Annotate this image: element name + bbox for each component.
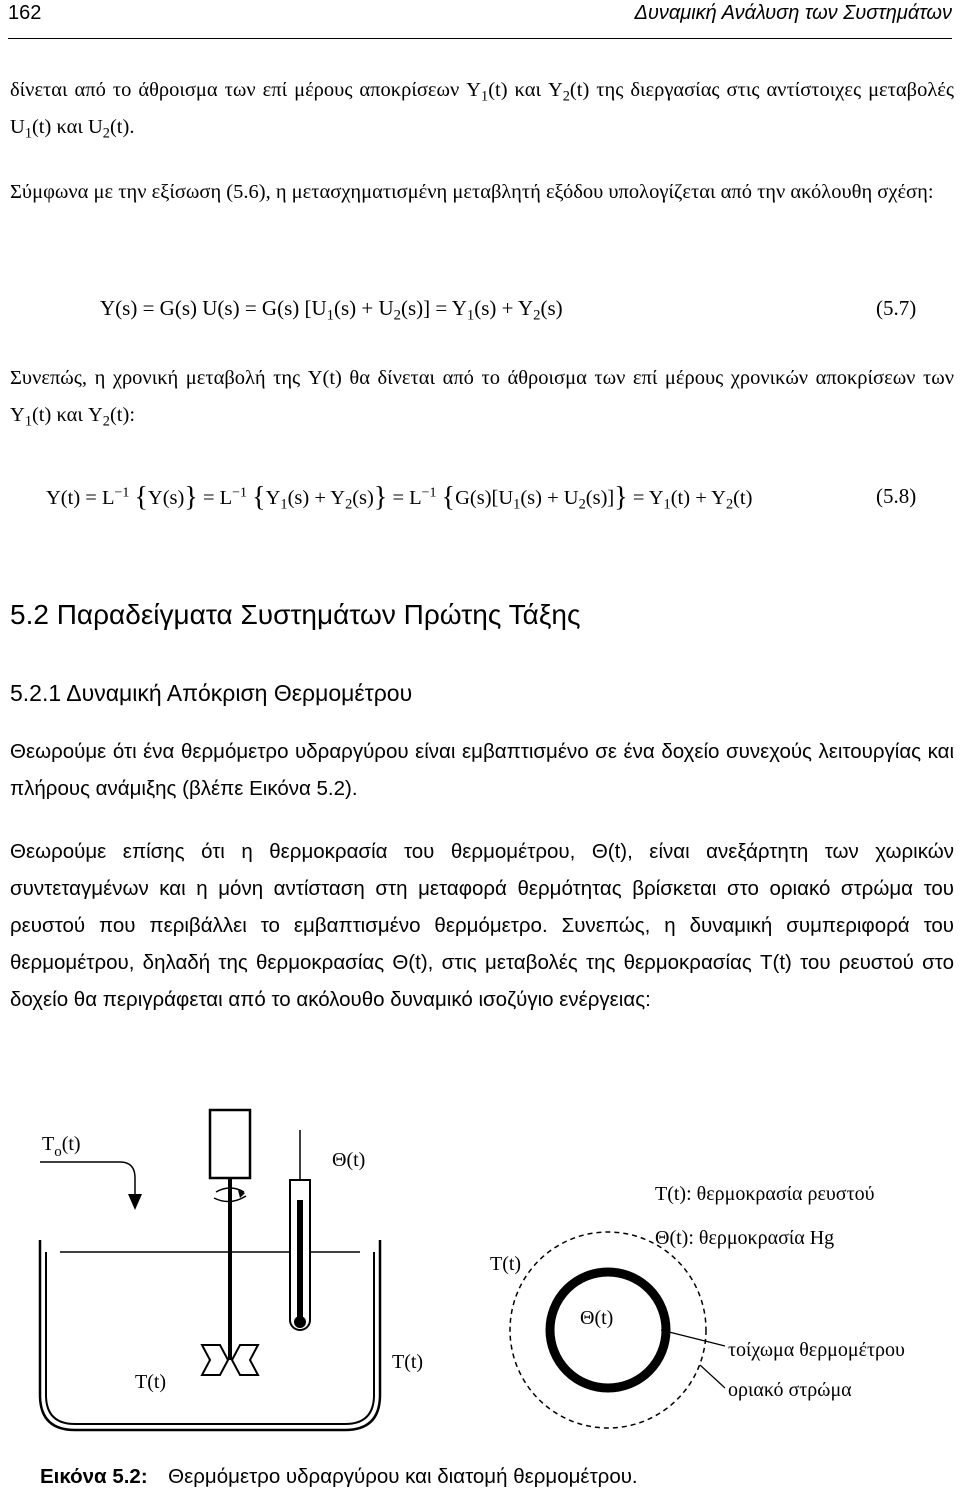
thermometer — [290, 1130, 310, 1330]
cross-section-theta-label: Θ(t) — [580, 1307, 614, 1329]
wall-label: τοίχωμα θερμομέτρου — [728, 1339, 905, 1361]
caption-text: Θερμόμετρο υδραργύρου και διατομή θερμομέτρου. — [168, 1465, 638, 1488]
inlet-arrow — [40, 1162, 142, 1210]
equation-number-5-7: (5.7) — [876, 296, 917, 320]
legend-mercury-temperature: Θ(t): θερμοκρασία Hg — [655, 1227, 835, 1249]
figure-thermometer — [0, 1100, 960, 1440]
equation-number-5-8: (5.8) — [876, 484, 917, 508]
section-heading: 5.2 Παραδείγματα Συστημάτων Πρώτης Τάξης — [10, 599, 581, 630]
paragraph-2: Σύμφωνα με την εξίσωση (5.6), η μετασχηματισμένη μεταβλητή εξόδου υπολογίζεται από την ακόλουθη σχέση: — [10, 181, 934, 203]
page-header — [8, 0, 952, 39]
legend-fluid-temperature: T(t): θερμοκρασία ρευστού — [655, 1183, 875, 1205]
subsection-heading: 5.2.1 Δυναμική Απόκριση Θερμομέτρου — [10, 680, 413, 706]
tank-temperature-label: T(t) — [135, 1371, 167, 1393]
equation-5-7: Y(s) = G(s) U(s) = G(s) $[U_1(s) + U_2(s)] = Y_1(s) + Y_2(s)$ — [100, 296, 563, 324]
running-title: Δυναμική Ανάλυση των Συστημάτων — [634, 2, 952, 24]
inlet-temperature-label: $T_o(t)$ — [42, 1133, 81, 1160]
equation-5-8: $Y(t) = L^{-1}$ $\{Y(s)\} = L^{-1}$ $\{Y_1(s) + Y_2(s)\} = L^{-1}$ $\{G(s)[U_1(s) + U_2(s)]\} = Y_1(t) + Y_2(t)$ — [46, 482, 753, 513]
paragraph-1: δίνεται από το άθροισμα των επί μέρους αποκρίσεων $Y_1(t)$ και $Y_2(t)$ της διεργασίας στις αντίστοιχες μεταβολές $U_1(t)$ και $U_2(t)$. — [10, 79, 954, 142]
caption-label: Εικόνα 5.2: — [40, 1465, 148, 1488]
tank-temperature-label-2: T(t) — [392, 1351, 424, 1373]
thermometer-cross-section — [510, 1232, 706, 1428]
cross-section-fluid-label: T(t) — [490, 1253, 522, 1275]
page-number: 162 — [8, 2, 42, 24]
thermometer-theta-label: Θ(t) — [332, 1149, 366, 1171]
stirrer — [202, 1110, 258, 1375]
tank — [40, 1240, 380, 1430]
paragraph-4: Θεωρούμε ότι ένα θερμόμετρο υδραργύρου είναι εμβαπτισμένο σε ένα δοχείο συνεχούς λειτουργίας και πλήρους ανάμιξης (βλέπε Εικόνα 5.2). — [10, 740, 954, 800]
paragraph-3: Συνεπώς, η χρονική μεταβολή της Y(t) θα δίνεται από το άθροισμα των επί μέρους χρονικών αποκρίσεων των $Y_1(t)$ και $Y_2(t)$: — [10, 367, 954, 430]
paragraph-5: Θεωρούμε επίσης ότι η θερμοκρασία του θερμομέτρου, Θ(t), είναι ανεξάρτητη των χωρικών συντεταγμένων και η μόνη αντίσταση στη μεταφορά θερμότητας βρίσκεται στο οριακό στρώμα του ρευστού που περιβάλλει το εμβαπτισμένο θερμόμετρο. Συνεπώς, η δυναμική συμπεριφορά του θερμομέτρου, δηλαδή της θερμοκρασίας Θ(t), στις μεταβολές της θερμοκρασίας T(t) του ρευστού στο δοχείο θα περιγράφεται από το ακόλουθο δυναμικό ισοζύγιο ενέργειας: — [10, 840, 954, 1011]
boundary-leader-line — [700, 1365, 725, 1388]
figure-caption — [40, 1465, 638, 1489]
boundary-layer-label: οριακό στρώμα — [728, 1379, 852, 1401]
